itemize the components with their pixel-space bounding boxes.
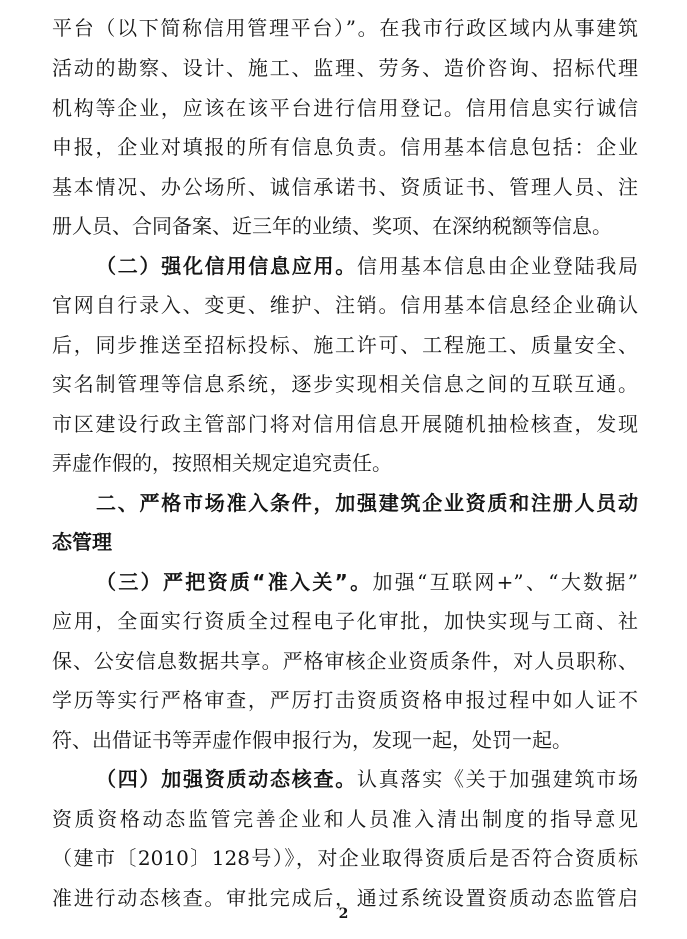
text-line: 应用，全面实行资质全过程电子化审批，加快实现与工商、社 — [52, 609, 638, 633]
subheading: （三）严把资质“准入关”。 — [96, 570, 373, 594]
text-line: 实名制管理等信息系统，逐步实现相关信息之间的互联互通。 — [52, 372, 638, 396]
paragraph-first-line — [96, 767, 638, 793]
text-line: 后，同步推送至招标投标、施工许可、工程施工、质量安全、 — [52, 333, 638, 357]
text-line: 符、出借证书等弄虚作假申报行为，发现一起，处罚一起。 — [52, 728, 572, 752]
paragraph-first-line — [96, 254, 638, 280]
text-line: 册人员、合同备案、近三年的业绩、奖项、在深纳税额等信息。 — [52, 214, 612, 238]
subheading: （四）加强资质动态核查。 — [96, 767, 357, 791]
section-heading-cont: 态管理 — [52, 530, 112, 554]
text-span: 认真落实《关于加强建筑市场 — [357, 767, 638, 791]
text-line: 申报，企业对填报的所有信息负责。信用基本信息包括：企业 — [52, 135, 638, 159]
text-line: 准进行动态核查。审批完成后，通过系统设置资质动态监管启 — [52, 886, 638, 910]
text-line: 机构等企业，应该在该平台进行信用登记。信用信息实行诚信 — [52, 96, 638, 120]
text-line: 资质资格动态监管完善企业和人员准入清出制度的指导意见 — [52, 807, 638, 831]
text-line: 活动的勘察、设计、施工、监理、劳务、造价咨询、招标代理 — [52, 56, 638, 80]
subheading: （二）强化信用信息应用。 — [96, 254, 357, 278]
text-span: 信用基本信息由企业登陆我局 — [357, 254, 638, 278]
text-line: 官网自行录入、变更、维护、注销。信用基本信息经企业确认 — [52, 293, 638, 317]
text-line: 平台（以下简称信用管理平台）”。在我市行政区域内从事建筑 — [52, 16, 638, 40]
text-line: （建市〔2010〕128号）》，对企业取得资质后是否符合资质标 — [52, 846, 638, 870]
text-line: 基本情况、办公场所、诚信承诺书、资质证书、管理人员、注 — [52, 175, 638, 199]
text-line: 学历等实行严格审查，严厉打击资质资格申报过程中如人证不 — [52, 688, 638, 712]
text-line: 保、公安信息数据共享。严格审核企业资质条件，对人员职称、 — [52, 649, 638, 673]
text-line: 弄虚作假的，按照相关规定追究责任。 — [52, 451, 392, 475]
text-line: 市区建设行政主管部门将对信用信息开展随机抽检核查，发现 — [52, 412, 638, 436]
paragraph-first-line — [96, 570, 638, 596]
text-span: 加强“互联网+”、“大数据” — [372, 570, 638, 594]
section-heading: 二、严格市场准入条件，加强建筑企业资质和注册人员动 — [96, 491, 638, 515]
page-number: 2 — [338, 906, 349, 922]
